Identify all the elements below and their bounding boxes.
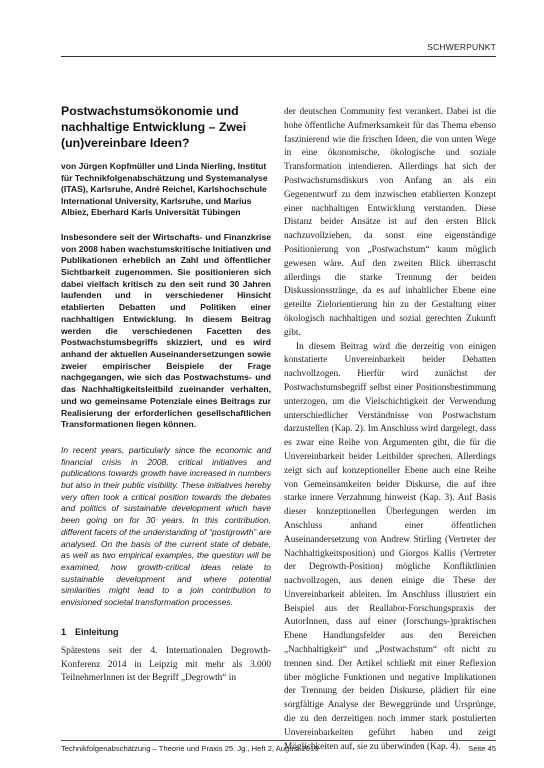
header-rule [61, 56, 496, 57]
article-title: Postwachstumsökonomie und nachhaltige Entwicklung – Zwei (un)vereinbare Ideen? [61, 104, 247, 150]
section-number: 1 [61, 626, 67, 637]
body-paragraph-left: Spätestens seit der 4. Internationalen Degrowth-Konferenz 2014 in Leipzig mit mehr als 3.000 TeilnehmerInnen ist der Begriff „Degrowth“ in [61, 645, 271, 684]
abstract-english: In recent years, particularly since the economic and financial crisis in 2008, critical initiatives and publications towards growth have increased in numbers but also in their public visibility. These initiatives hereby very often took a critical position towards the debates and politics of sustainable development which have been going on for 30 years. In this contribution, different facets of the understanding of “postgrowth” are analysed. On the basis of the current state of debate, as well as two empirical examples, the question will be examined, how growth-critical ideas relate to sustainable development and where potential similarities might lead to a join contribution to envisioned societal transformation processes. [61, 444, 271, 608]
right-column [284, 106, 496, 754]
section-title: Einleitung [75, 626, 119, 637]
body-paragraph: In diesem Beitrag wird die derzeitig von einigen konstatierte Unvereinbarkeit beider Debatten nachvollzogen. Hierfür wird zunächst der Postwachstumsbegriff selbst einer Positionsbestimmung unterzogen, um die Vielschichtigkeit der Verwendung unterschiedlicher Verständnisse von Postwachstum darzustellen (Kap. 2). Im Anschluss wird dargelegt, dass es zwar eine Reihe von Argumenten gibt, die für die Unvereinbarkeit beider Leitbilder sprechen. Allerdings zeigt sich auf konzeptioneller Ebene auch eine Reihe von Gemeinsamkeiten beider Diskurse, die auf ihre starke innere Verzahnung hinweist (Kap. 3). Auf Basis dieser konzeptionellen Überlegungen werden im Anschluss anhand einer öffentlichen Auseinandersetzung von Andrew Stirling (Vertreter der Nachhaltigkeitsposition) und Giorgos Kallis (Vertreter der Degrowth-Position) mögliche Konfliktlinien nachvollzogen, aus denen einige die These der Unvereinbarkeit ableiten. Im Anschluss illustriert ein Beispiel aus der Reallabor-Forschungspraxis der AutorInnen, dass auf einer (forschungs-)praktischen Ebene Handlungsfelder aus den Bereichen „Nachhaltigkeit“ und „Postwachstum“ oft nicht zu trennen sind. Der Artikel schließt mit einer Reflexion über mögliche Funktionen und negative Implikationen der Trennung der beiden Diskurse, plädiert für eine sorgfältige Analyse der Beweggründe und Ursprünge, die zu den derzeitigen noch immer stark postulierten Unvereinbarkeiten geführt haben und zeigt Möglichkeiten auf, sie zu überwinden (Kap. 4). [284, 341, 496, 752]
abstract-german: Insbesondere seit der Wirtschafts- und Finanzkrise von 2008 haben wachstumskritische Initiativen und Publikationen erheblich an Zahl und öffentlicher Sichtbarkeit zugenommen. Sie positionieren sich dabei vielfach kritisch zu den seit rund 30 Jahren laufenden und in verschiedener Hinsicht etablierten Debatten und Politiken einer nachhaltigen Entwicklung. In diesem Beitrag werden die verschiedenen Facetten des Postwachstumsbegriffs skizziert, und es wird anhand der aktuellen Auseinandersetzungen sowie zweier empirischer Beispiele der Frage nachgegangen, wie sich das Postwachstums- und das Nachhaltigkeitsleitbild zueinander verhalten, und wo gemeinsame Potenziale eines Beitrags zur Realisierung der erforderlichen gesellschaftlichen Transformationen liegen können. [61, 231, 271, 430]
left-column [61, 103, 271, 686]
journal-citation: Technikfolgenabschätzung – Theorie und Praxis 25. Jg., Heft 2, August 2016 [61, 744, 319, 753]
body-paragraph-continued: der deutschen Community fest verankert. Dabei ist die hohe öffentliche Aufmerksamkeit für das Thema ebenso faszinierend wie die frischen Ideen, die von unten Wege in eine ökonomische, ökologische und soziale Transformation intendieren. Allerdings hat sich der Postwachstumsdiskurs von Anfang an als ein Gegenentwurf zu dem inzwischen etablierten Konzept einer nachhaltigen Entwicklung verstanden. Diese Distanz beider Ansätze ist auf den ersten Blick nachzuvollziehen, da sonst eine eigenständige Positionierung von „Postwachstum“ kaum möglich gewesen wäre. Auf den zweiten Blick überrascht allerdings die starke Trennung der beiden Diskussionsstränge, da es auf inhaltlicher Ebene eine geteilte Zielorientierung hin zu der Gestaltung einer ökologisch nachhaltigen und sozial gerechten Zukunft gibt. [284, 107, 496, 338]
footer-rule [61, 740, 496, 741]
page-number: Seite 45 [468, 744, 496, 753]
section-tag: SCHWERPUNKT [427, 42, 496, 52]
author-affiliations: von Jürgen Kopfmüller und Linda Nierling, Institut für Technikfolgenabschätzung und Systemanalyse (ITAS), Karlsruhe, André Reichel, Karlshochschule International University, Karlsruhe, und Marius Albiez, Eberhard Karls Universität Tübingen [61, 161, 268, 218]
section-heading [61, 627, 271, 637]
